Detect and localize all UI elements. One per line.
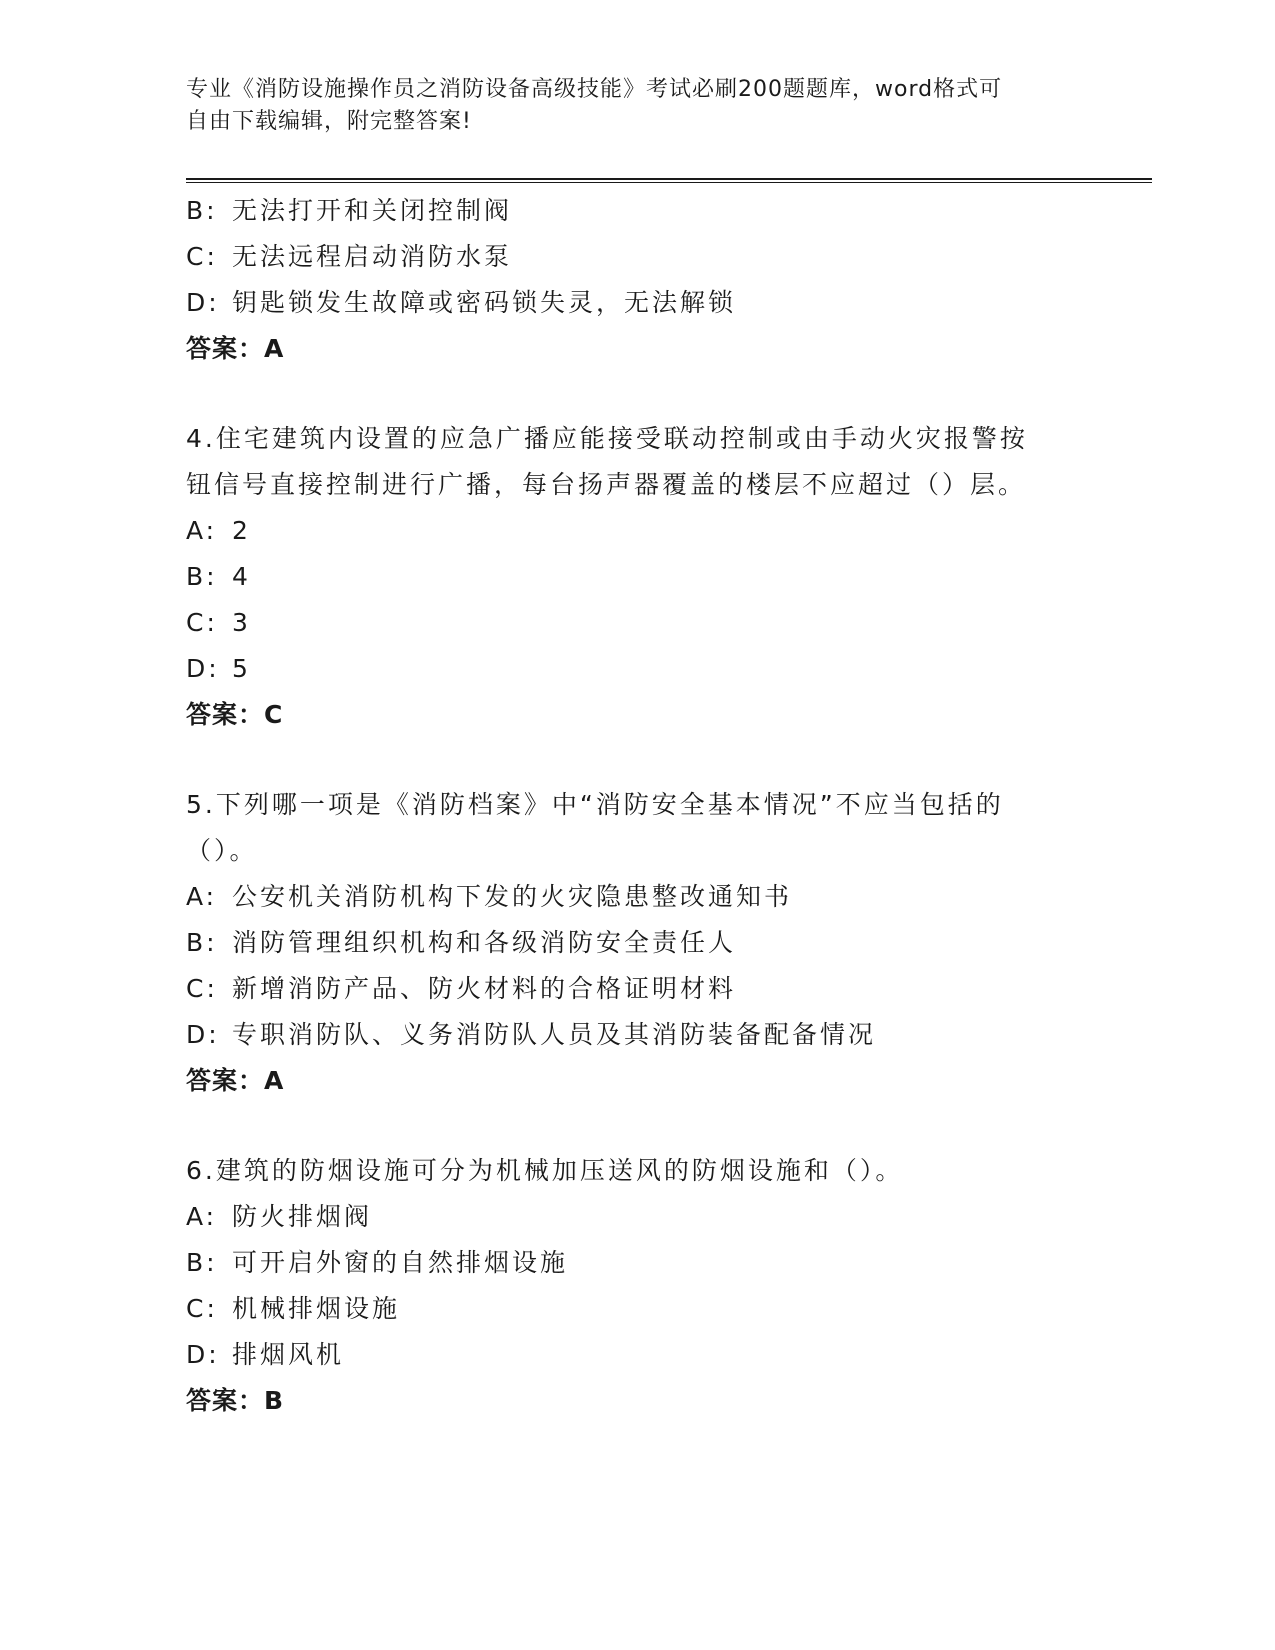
option bbox=[186, 1332, 1086, 1378]
answer: 答案：C bbox=[186, 700, 284, 729]
option-text: 无法远程启动消防水泵 bbox=[232, 242, 513, 271]
question-text-line: 4.住宅建筑内设置的应急广播应能接受联动控制或由手动火灾报警按 bbox=[186, 424, 1028, 453]
question-3-continued bbox=[186, 188, 1086, 372]
option-text: 5 bbox=[232, 654, 251, 683]
option-label: B: bbox=[186, 562, 218, 591]
option bbox=[186, 646, 1086, 692]
question-text-line: 6.建筑的防烟设施可分为机械加压送风的防烟设施和（）。 bbox=[186, 1156, 904, 1185]
option-text: 3 bbox=[232, 608, 251, 637]
option-text: 2 bbox=[232, 516, 251, 545]
option-label: D: bbox=[186, 288, 220, 317]
header-line-1: 专业《消防设施操作员之消防设备高级技能》考试必刷200题题库，word格式可 bbox=[186, 77, 1003, 102]
answer: 答案：A bbox=[186, 334, 285, 363]
answer: 答案：A bbox=[186, 1066, 285, 1095]
answer: 答案：B bbox=[186, 1386, 285, 1415]
option bbox=[186, 1012, 1086, 1058]
option bbox=[186, 234, 1086, 280]
question-4 bbox=[186, 416, 1086, 738]
document-header bbox=[186, 74, 1086, 138]
header-line-2: 自由下载编辑，附完整答案! bbox=[186, 109, 472, 134]
question-text-line: （）。 bbox=[186, 836, 258, 865]
option-text: 专职消防队、义务消防队人员及其消防装备配备情况 bbox=[232, 1020, 877, 1049]
option-text: 钥匙锁发生故障或密码锁失灵，无法解锁 bbox=[232, 288, 737, 317]
option-label: A: bbox=[186, 516, 218, 545]
option-text: 新增消防产品、防火材料的合格证明材料 bbox=[232, 974, 737, 1003]
option-text: 防火排烟阀 bbox=[232, 1202, 373, 1231]
option-label: D: bbox=[186, 1340, 220, 1369]
option-label: D: bbox=[186, 654, 220, 683]
option-label: B: bbox=[186, 928, 218, 957]
option bbox=[186, 554, 1086, 600]
option-label: A: bbox=[186, 1202, 218, 1231]
option-text: 公安机关消防机构下发的火灾隐患整改通知书 bbox=[232, 882, 793, 911]
option bbox=[186, 1240, 1086, 1286]
option-label: D: bbox=[186, 1020, 220, 1049]
header-divider bbox=[186, 178, 1152, 183]
option-label: C: bbox=[186, 974, 218, 1003]
option-label: C: bbox=[186, 1294, 218, 1323]
option bbox=[186, 1194, 1086, 1240]
option bbox=[186, 874, 1086, 920]
question-6 bbox=[186, 1148, 1086, 1424]
option bbox=[186, 508, 1086, 554]
option bbox=[186, 188, 1086, 234]
option bbox=[186, 600, 1086, 646]
option-label: A: bbox=[186, 882, 218, 911]
option-text: 可开启外窗的自然排烟设施 bbox=[232, 1248, 569, 1277]
question-list bbox=[186, 188, 1086, 1424]
question-5 bbox=[186, 782, 1086, 1104]
option-text: 无法打开和关闭控制阀 bbox=[232, 196, 513, 225]
option bbox=[186, 966, 1086, 1012]
option bbox=[186, 1286, 1086, 1332]
option-text: 4 bbox=[232, 562, 251, 591]
question-text-line: 5.下列哪一项是《消防档案》中“消防安全基本情况”不应当包括的 bbox=[186, 790, 1004, 819]
option-text: 机械排烟设施 bbox=[232, 1294, 401, 1323]
option-label: C: bbox=[186, 608, 218, 637]
option-text: 排烟风机 bbox=[232, 1340, 345, 1369]
option-text: 消防管理组织机构和各级消防安全责任人 bbox=[232, 928, 737, 957]
option-label: B: bbox=[186, 196, 218, 225]
option bbox=[186, 920, 1086, 966]
option-label: B: bbox=[186, 1248, 218, 1277]
question-text-line: 钮信号直接控制进行广播，每台扬声器覆盖的楼层不应超过（）层。 bbox=[186, 470, 1027, 499]
option-label: C: bbox=[186, 242, 218, 271]
option bbox=[186, 280, 1086, 326]
